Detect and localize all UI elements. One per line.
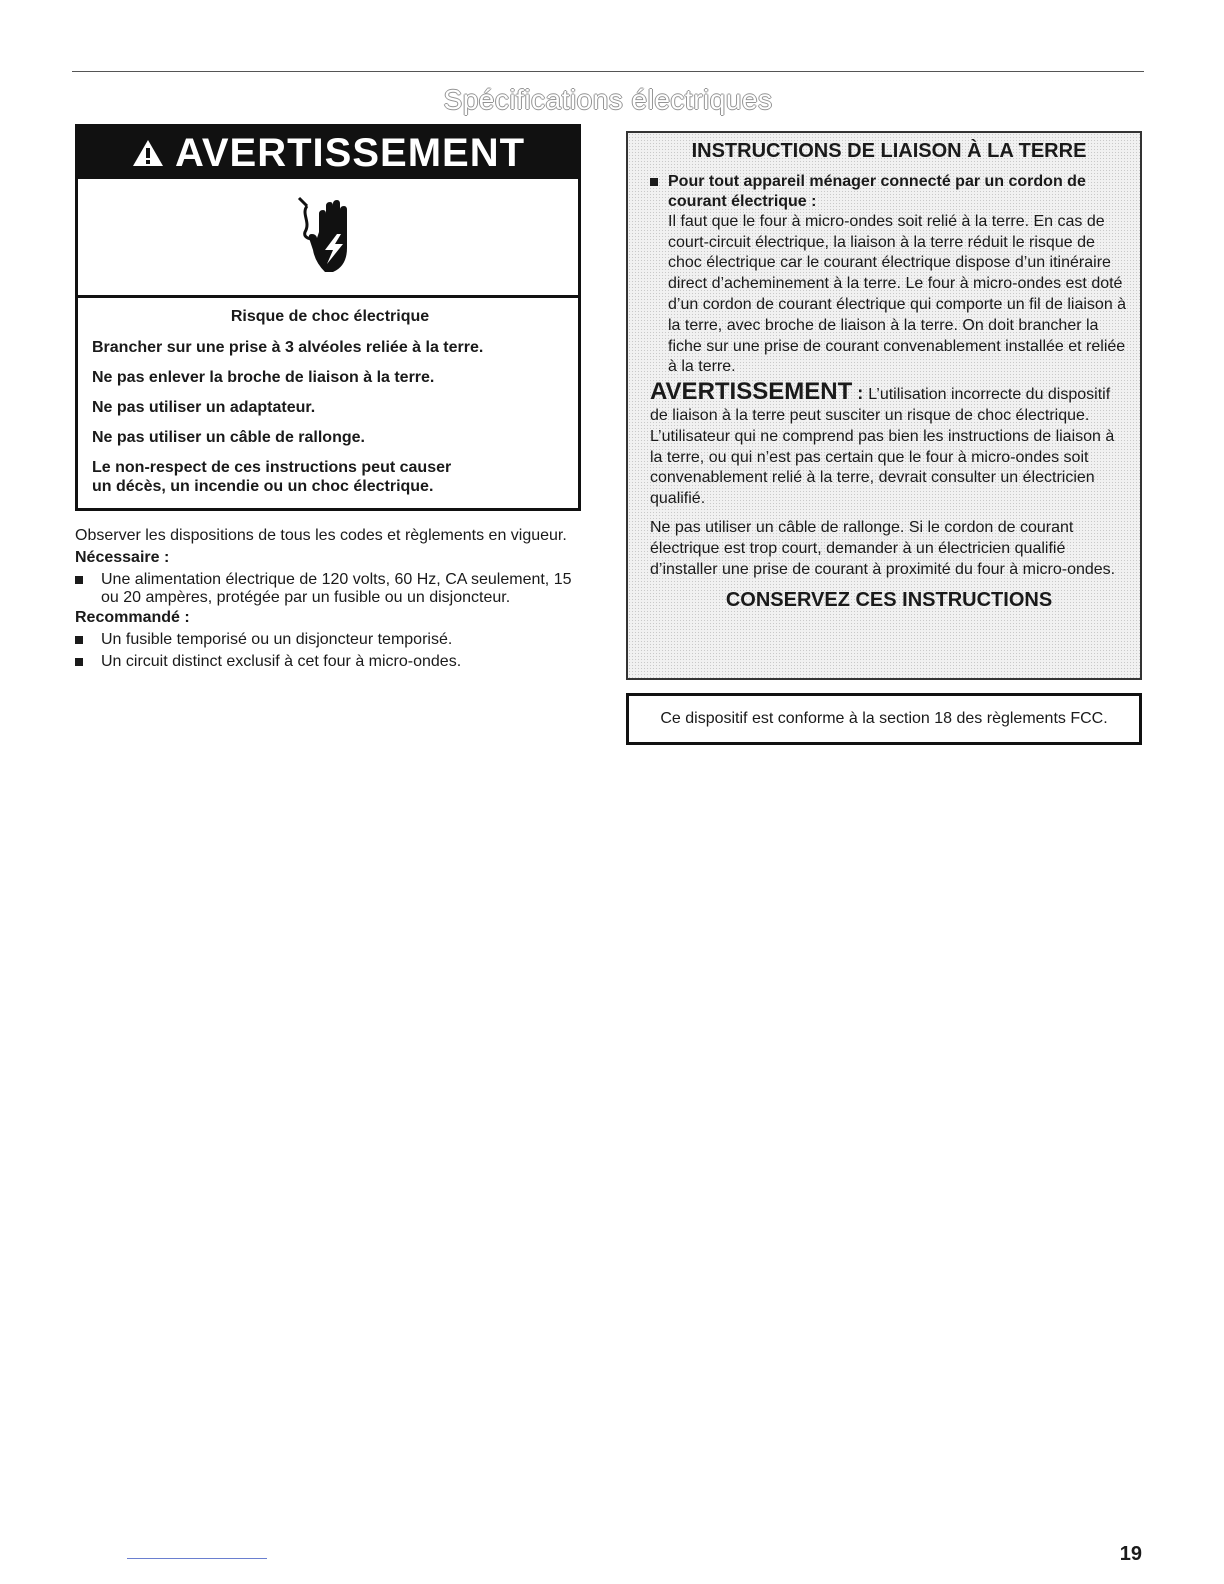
grounding-box <box>626 131 1142 680</box>
grounding-warning-colon: : <box>852 383 869 404</box>
list-item: Une alimentation électrique de 120 volts, 60 Hz, CA seulement, 15 ou 20 ampères, protégée par un fusible ou un disjoncteur. <box>75 571 581 607</box>
warning-line: Ne pas utiliser un adaptateur. <box>92 399 316 416</box>
intro-text: Observer les dispositions de tous les codes et règlements en vigueur. <box>75 527 567 544</box>
warning-line: Ne pas enlever la broche de liaison à la terre. <box>92 369 435 386</box>
top-rule <box>72 71 1144 72</box>
warning-lines <box>78 298 578 496</box>
warning-box <box>75 124 581 511</box>
warning-header-text: AVERTISSEMENT <box>174 130 526 175</box>
recommended-list <box>75 631 581 671</box>
left-column <box>75 527 581 675</box>
warning-consequence-1: Le non-respect de ces instructions peut causer <box>92 459 452 476</box>
section-title: Spécifications électriques <box>443 84 773 115</box>
shock-icon-area <box>78 179 578 298</box>
required-list <box>75 571 581 607</box>
warning-consequence-2: un décès, un incendie ou un choc électrique. <box>92 478 434 495</box>
list-item: Un fusible temporisé ou un disjoncteur temporisé. <box>75 631 581 649</box>
grounding-warning-text: L’utilisation incorrecte du dispositif de liaison à la terre peut susciter un risque de choc électrique. L’utilisateur qui ne comprend pas bien les instructions de liaison à la terre, ou qui n’est pas certain que le four à micro-ondes soit convenablement relié à la terre, devrait consulter un électricien qualifié. <box>650 386 1115 508</box>
grounding-title: INSTRUCTIONS DE LIAISON À LA TERRE <box>691 140 1087 162</box>
grounding-bullet-body: Il faut que le four à micro-ondes soit relié à la terre. En cas de court-circuit électrique, la liaison à la terre réduit le risque de choc électrique car le courant électrique dispose d’un itinéraire direct d’acheminement à la terre. Le four à micro-ondes est doté d’un cordon de courant électrique qui comporte un fil de liaison à la terre, avec broche de liaison à la terre. On doit brancher la fiche sur une prise de courant convenablement installée et reliée à la terre. <box>668 212 1127 376</box>
warning-line: Ne pas utiliser un câble de rallonge. <box>92 429 365 446</box>
list-item: Un circuit distinct exclusif à cet four à micro-ondes. <box>75 653 581 671</box>
grounding-warning <box>650 378 1128 510</box>
grounding-warning-word: AVERTISSEMENT <box>650 378 853 406</box>
extension-cord-text: Ne pas utiliser un câble de rallonge. Si le cordon de courant électrique est trop court, demander à un électricien qualifié d’installer une prise de courant à proximité du four à micro-ondes. <box>650 518 1116 578</box>
page-number: 19 <box>1119 1543 1142 1565</box>
fcc-notice <box>626 693 1142 745</box>
required-label: Nécessaire : <box>75 549 170 566</box>
recommended-label: Recommandé : <box>75 609 190 626</box>
footer-rule <box>127 1558 267 1559</box>
warning-triangle-icon <box>131 138 165 168</box>
warning-line: Brancher sur une prise à 3 alvéoles reliée à la terre. <box>92 339 484 356</box>
electric-shock-hand-icon <box>293 192 363 282</box>
warning-header <box>78 127 578 179</box>
warning-consequence <box>92 458 568 496</box>
hazard-title: Risque de choc électrique <box>230 308 430 325</box>
fcc-notice-text: Ce dispositif est conforme à la section 18 des règlements FCC. <box>660 710 1108 727</box>
save-instructions: CONSERVEZ CES INSTRUCTIONS <box>725 589 1053 612</box>
grounding-bullet-heading: Pour tout appareil ménager connecté par un cordon de courant électrique : <box>650 172 1128 212</box>
